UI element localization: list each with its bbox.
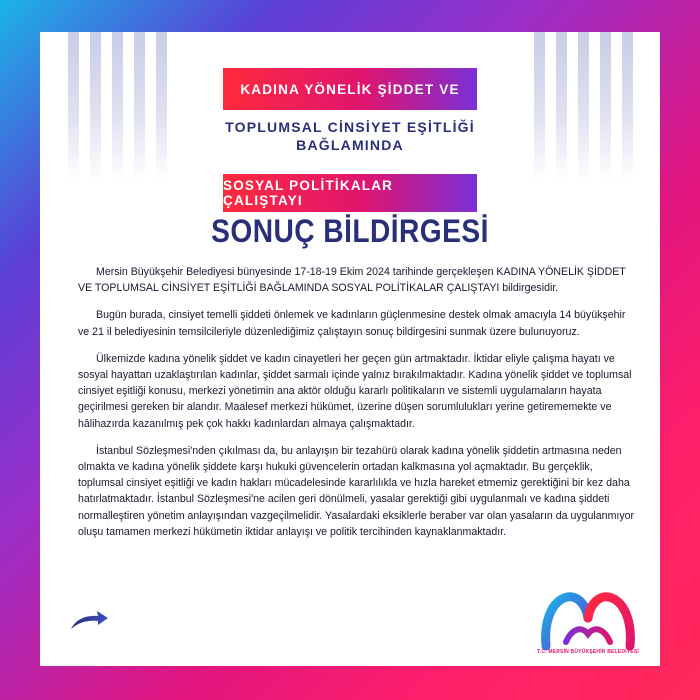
announcement-card	[40, 32, 660, 666]
stripe-decoration	[600, 32, 611, 182]
logo-caption: T.C. MERSİN BÜYÜKŞEHİR BELEDİYESİ	[537, 649, 639, 655]
banner-bottom-text: SOSYAL POLİTİKALAR ÇALIŞTAYI	[223, 178, 394, 208]
stripe-decoration	[90, 32, 101, 182]
paragraph: Mersin Büyükşehir Belediyesi bünyesinde 17-18-19 Ekim 2024 tarihinde gerçekleşen KADINA YÖNELİK ŞİDDET VE TOPLUMSAL CİNSİYET EŞİTLİĞİ BAĞLAMINDA SOSYAL POLİTİKALAR ÇALIŞTAYI bildirgesidir.	[78, 266, 626, 295]
subtitle-line-2: BAĞLAMINDA	[296, 137, 404, 153]
banner-bottom	[223, 174, 477, 212]
stripe-decoration	[622, 32, 633, 182]
stripe-decoration	[156, 32, 167, 182]
stripe-decoration	[134, 32, 145, 182]
stripe-decoration	[112, 32, 123, 182]
body-text	[78, 264, 638, 551]
subtitle-line-1: TOPLUMSAL CİNSİYET EŞİTLİĞİ	[225, 119, 475, 135]
page-title: SONUÇ BİLDİRGESİ	[211, 213, 489, 249]
stripe-decoration	[556, 32, 567, 182]
subtitle	[190, 118, 510, 154]
stripe-decoration	[578, 32, 589, 182]
paragraph: İstanbul Sözleşmesi'nden çıkılması da, bu anlayışın bir tezahürü olarak kadına yönelik şiddetin artmasına neden olmakta ve kadına yönelik şiddete karşı hukuki güvencelerin ortadan kalkmasına yol açmaktadır. Bu gerçeklik, toplumsal cinsiyet eşitliği ve kadın hakları mücadelesinde kararlılıkla ve hızla hareket etmemiz gerektiğini bir kez daha hatırlatmaktadır. İstanbul Sözleşmesi'ne acilen geri dönülmeli, yasalar gerektiği gibi uygulanmalı ve kadına şiddeti normalleştiren yönetim anlayışından vazgeçilmelidir. Yasalardaki eksiklerle beraber var olan yasaların da uygulanmıyor oluşu tamamen merkezi hükümetin iktidar anlayışı ve politik tercihinden kaynaklanmaktadır.	[78, 444, 635, 538]
paragraph: Ülkemizde kadına yönelik şiddet ve kadın cinayetleri her geçen gün artmaktadır. İktidar eliyle çalışma hayatı ve sosyal hayattan uzaklaştırılan kadınlar, şiddet sarmalı içinde yalnız bırakılmaktadır. Kadına yönelik şiddet ve toplumsal cinsiyet eşitliği konusu, merkezi yönetimin ana aktör olduğu kararlı politikaların ve sistemli uygulamaların hayata geçirilmesi gereken bir alandır. Maalesef merkezi hükümet, üzerine düşen sorumlulukları yerine getirememekte ve hâlihazırda kazanılmış pek çok hakkı kadınlardan almaya çalışmaktadır.	[78, 352, 632, 430]
paragraph: Bugün burada, cinsiyet temelli şiddeti önlemek ve kadınların güçlenmesine destek olmak amacıyla 14 büyükşehir ve 21 il belediyesinin temsilcileriyle düzenlediğimiz çalıştayın sonuç bildirgesini sunmak üzere bulunuyoruz.	[78, 309, 626, 338]
stripe-decoration	[68, 32, 79, 182]
banner-top-text: KADINA YÖNELİK ŞİDDET VE	[240, 81, 460, 97]
banner-top	[223, 68, 477, 110]
stripe-decoration	[534, 32, 545, 182]
arrow-right-icon[interactable]	[68, 607, 110, 633]
